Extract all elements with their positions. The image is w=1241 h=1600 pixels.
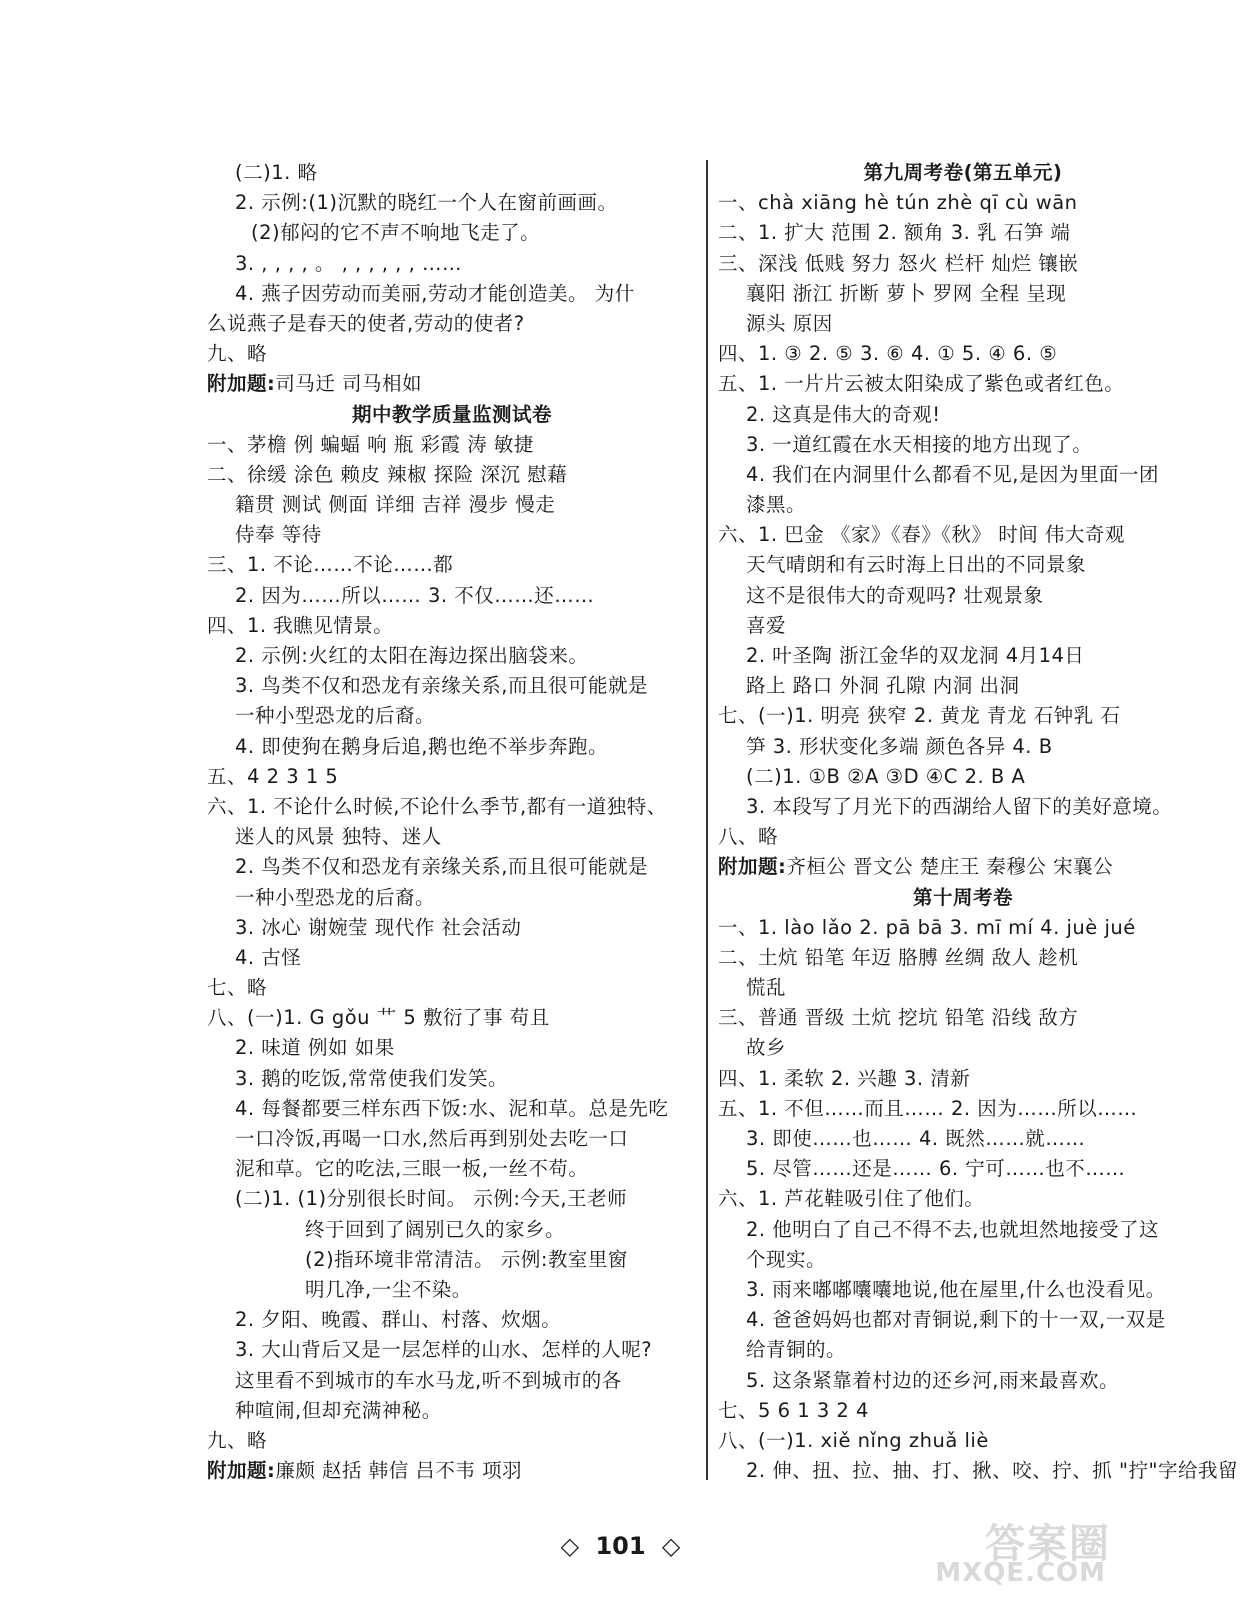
answer-line: (二)1. ①B ②A ③D ④C 2. B A: [746, 764, 1026, 788]
answer-line: 这不是很伟大的奇观吗? 壮观景象: [746, 583, 1044, 607]
answer-line: 二、1. 扩大 范围 2. 额角 3. 乳 石笋 端: [718, 221, 1071, 245]
answer-line: 4. 燕子因劳动而美丽,劳动才能创造美。 为什: [235, 281, 635, 305]
answer-line: 三、普通 晋级 土炕 挖坑 铅笔 沿线 敌方: [718, 1006, 1079, 1030]
answer-line: (2)郁闷的它不声不响地飞走了。: [251, 221, 541, 245]
answer-line: 三、1. 不论……不论……都: [207, 553, 454, 577]
answer-line: 2. 鸟类不仅和恐龙有亲缘关系,而且很可能就是: [235, 855, 649, 879]
answer-line: 一种小型恐龙的后裔。: [235, 885, 436, 909]
answer-line: 4. 古怪: [235, 945, 302, 969]
answer-line: 一口冷饭,再喝一口水,然后再到别处去吃一口: [235, 1127, 629, 1150]
answer-line: 八、(一)1. xiě nǐng zhuǎ liè: [718, 1428, 989, 1452]
answer-line: 喜爱: [746, 613, 787, 637]
answer-line: (二)1. (1)分别很长时间。 示例:今天,王老师: [235, 1187, 628, 1211]
answer-line: 四、1. ③ 2. ⑤ 3. ⑥ 4. ① 5. ④ 6. ⑤: [718, 342, 1058, 366]
answer-line: 3. 鹅的吃饭,常常使我们发笑。: [235, 1066, 509, 1090]
answer-line: 漆黑。: [746, 493, 807, 517]
answer-line: 笋 3. 形状变化多端 颜色各异 4. B: [746, 734, 1053, 758]
answer-line: 2. 叶圣陶 浙江金华的双龙洞 4月14日: [746, 644, 1085, 667]
answer-line: 终于回到了阔别已久的家乡。: [305, 1217, 566, 1241]
section-heading: 第十周考卷: [912, 885, 1013, 909]
bonus-label: 附加题:: [207, 372, 276, 396]
answer-line: 三、深浅 低贱 努力 怒火 栏杆 灿烂 镶嵌: [718, 251, 1079, 275]
left-column: [207, 158, 697, 1486]
answer-line: 侍奉 等待: [235, 523, 322, 547]
watermark-logo: 答案圈: [985, 1521, 1111, 1567]
answer-line: 3. 一道红霞在水天相接的地方出现了。: [746, 432, 1093, 456]
answer-line: 3. , , , , 。 , , , , , , ……: [235, 251, 462, 275]
answer-line: 2. 这真是伟大的奇观!: [746, 402, 941, 426]
answer-line: 2. 示例:火红的太阳在海边探出脑袋来。: [235, 644, 589, 667]
answer-line: 泥和草。它的吃法,三眼一板,一丝不苟。: [235, 1157, 589, 1181]
answer-line: 3. 大山背后又是一层怎样的山水、怎样的人呢?: [235, 1338, 653, 1362]
answer-line: 七、(一)1. 明亮 狭窄 2. 黄龙 青龙 石钟乳 石: [718, 704, 1121, 728]
answer-line: 六、1. 巴金 《家》《春》《秋》 时间 伟大奇观: [718, 523, 1125, 547]
answer-line: 4. 即使狗在鹅身后追,鹅也绝不举步奔跑。: [235, 734, 609, 758]
answer-line: 五、4 2 3 1 5: [207, 764, 339, 788]
answer-line: [718, 852, 1208, 882]
answer-line: 3. 雨来嘟嘟囔囔地说,他在屋里,什么也没看见。: [746, 1277, 1166, 1301]
answer-line: 九、略: [207, 1428, 268, 1452]
answer-line: 五、1. 一片片云被太阳染成了紫色或者红色。: [718, 372, 1125, 396]
section-heading: 第九周考卷(第五单元): [863, 161, 1063, 184]
answer-line: 4. 每餐都要三样东西下饭:水、泥和草。总是先吃: [235, 1096, 669, 1120]
diamond-icon: ◇: [661, 1532, 681, 1560]
answer-line: 3. 鸟类不仅和恐龙有亲缘关系,而且很可能就是: [235, 674, 649, 698]
answer-line: [207, 1456, 697, 1486]
answer-line: 2. 他明白了自己不得不去,也就坦然地接受了这: [746, 1217, 1160, 1241]
answer-line: (2)指环境非常清洁。 示例:教室里窗: [305, 1247, 628, 1271]
answer-line: [207, 369, 697, 399]
answer-line: 给青铜的。: [746, 1338, 847, 1362]
diamond-icon: ◇: [560, 1532, 580, 1560]
answer-line: 3. 本段写了月光下的西湖给人留下的美好意境。: [746, 794, 1173, 818]
answer-line: 二、徐缓 涂色 赖皮 辣椒 探险 深沉 慰藉: [207, 462, 568, 486]
answer-line: 么说燕子是春天的使者,劳动的使者?: [207, 311, 525, 335]
answer-line: 2. 因为……所以…… 3. 不仅……还……: [235, 583, 595, 607]
answer-line: 一、1. lào lǎo 2. pā bā 3. mī mí 4. juè jué: [718, 915, 1136, 939]
answer-line: 路上 路口 外洞 孔隙 内洞 出洞: [746, 674, 1020, 698]
answer-line: 一、茅檐 例 蝙蝠 响 瓶 彩霞 涛 敏捷: [207, 432, 534, 456]
answer-line: 2. 示例:(1)沉默的晓红一个人在窗前画画。: [235, 191, 618, 215]
answer-line: 天气晴朗和有云时海上日出的不同景象: [746, 553, 1087, 577]
answer-line: 四、1. 我瞧见情景。: [207, 613, 394, 637]
answer-line: 个现实。: [746, 1247, 827, 1271]
answer-line: 3. 即使……也…… 4. 既然……就……: [746, 1127, 1086, 1150]
right-column: [718, 158, 1238, 1486]
answer-line: 2. 伸、扭、拉、抽、打、揪、咬、拧、抓 "拧"字给我留: [746, 1459, 1238, 1483]
answer-line: 2. 味道 例如 如果: [235, 1036, 395, 1060]
bonus-answers: 齐桓公 晋文公 楚庄王 秦穆公 宋襄公: [786, 855, 1114, 879]
answer-line: 九、略: [207, 342, 268, 366]
answer-line: 七、5 6 1 3 2 4: [718, 1398, 869, 1422]
answer-line: 八、(一)1. G gǒu 艹 5 敷衍了事 苟且: [207, 1006, 550, 1030]
answer-line: 四、1. 柔软 2. 兴趣 3. 清新: [718, 1066, 971, 1090]
answer-line: 迷人的风景 独特、迷人: [235, 825, 442, 849]
answer-line: (二)1. 略: [235, 161, 318, 184]
answer-line: 八、略: [718, 825, 779, 849]
column-divider: [706, 160, 708, 1480]
answer-line: 2. 夕阳、晚霞、群山、村落、炊烟。: [235, 1308, 562, 1332]
answer-line: 明几净,一尘不染。: [305, 1277, 472, 1301]
answer-line: 六、1. 芦花鞋吸引住了他们。: [718, 1187, 985, 1211]
answer-line: 3. 冰心 谢婉莹 现代作 社会活动: [235, 915, 522, 939]
answer-line: 襄阳 浙江 折断 萝卜 罗网 全程 呈现: [746, 281, 1067, 305]
answer-line: 籍贯 测试 侧面 详细 吉祥 漫步 慢走: [235, 493, 556, 517]
section-heading: 期中教学质量监测试卷: [351, 402, 552, 426]
watermark-url: MXQE.COM: [935, 1558, 1106, 1588]
answer-line: 种喧闹,但却充满神秘。: [235, 1398, 442, 1422]
answer-line: 七、略: [207, 976, 268, 1000]
answer-line: 五、1. 不但……而且…… 2. 因为……所以……: [718, 1096, 1138, 1120]
answer-line: 5. 尽管……还是…… 6. 宁可……也不……: [746, 1157, 1126, 1181]
answer-line: 4. 爸爸妈妈也都对青铜说,剩下的十一双,一双是: [746, 1308, 1166, 1332]
page-number: 101: [595, 1532, 646, 1560]
bonus-label: 附加题:: [718, 855, 787, 879]
answer-line: 慌乱: [746, 976, 787, 1000]
answer-line: 源头 原因: [746, 311, 833, 335]
answer-line: 一、chà xiāng hè tún zhè qī cù wān: [718, 191, 1078, 215]
answer-line: 故乡: [746, 1036, 787, 1060]
bonus-label: 附加题:: [207, 1459, 276, 1483]
answer-line: 二、土炕 铅笔 年迈 胳膊 丝绸 敌人 趁机: [718, 945, 1079, 969]
bonus-answers: 司马迁 司马相如: [275, 372, 423, 396]
answer-line: 这里看不到城市的车水马龙,听不到城市的各: [235, 1368, 622, 1392]
answer-line: 六、1. 不论什么时候,不论什么季节,都有一道独特、: [207, 794, 667, 818]
bonus-answers: 廉颇 赵括 韩信 吕不韦 项羽: [275, 1459, 523, 1483]
answer-line: 一种小型恐龙的后裔。: [235, 704, 436, 728]
answer-line: 4. 我们在内洞里什么都看不见,是因为里面一团: [746, 462, 1160, 486]
answer-line: 5. 这条紧靠着村边的还乡河,雨来最喜欢。: [746, 1368, 1120, 1392]
